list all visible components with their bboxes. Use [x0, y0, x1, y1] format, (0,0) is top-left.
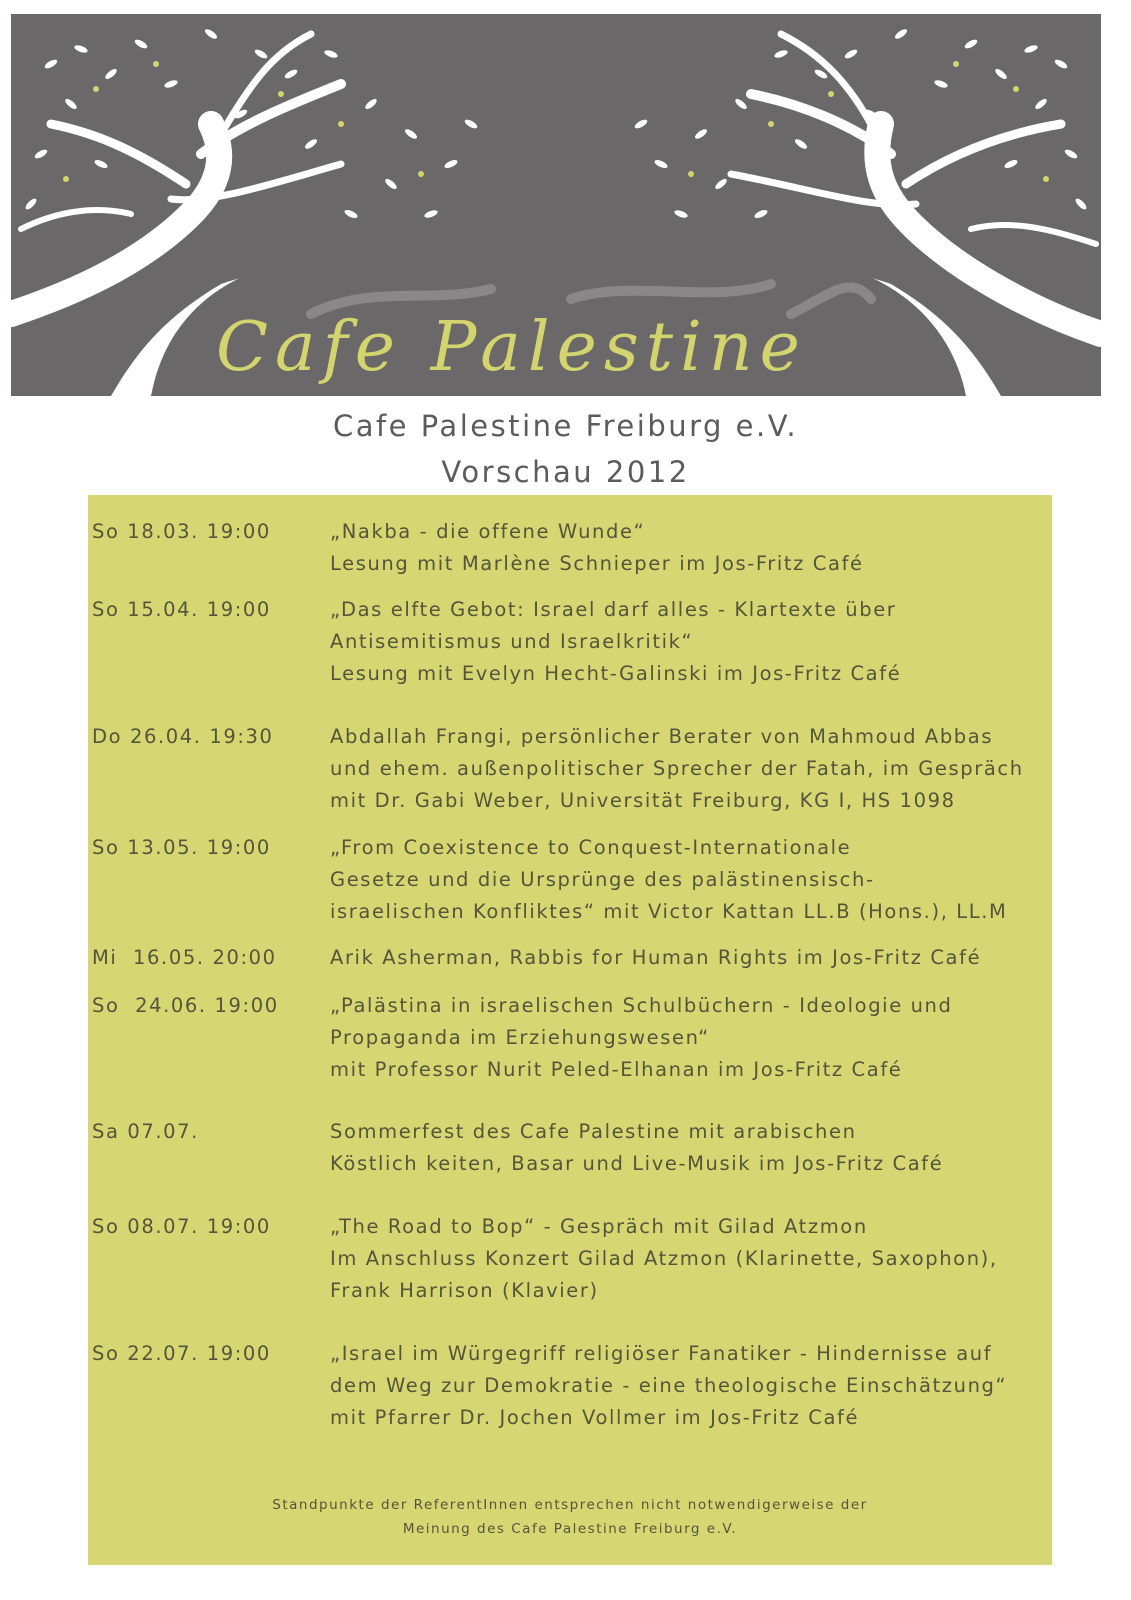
event-description	[330, 721, 1050, 817]
event-line: Lesung mit Marlène Schnieper im Jos-Fritz Café	[330, 552, 864, 575]
event-description	[330, 942, 1050, 974]
event-line: Propaganda im Erziehungswesen“	[330, 1026, 710, 1049]
event-line: mit Professor Nurit Peled-Elhanan im Jos-Fritz Café	[330, 1058, 903, 1081]
event-description	[330, 990, 1050, 1086]
event-line: Arik Asherman, Rabbis for Human Rights im Jos-Fritz Café	[330, 946, 982, 969]
event-date: So 13.05. 19:00	[92, 836, 271, 859]
event-date: Do 26.04. 19:30	[92, 725, 274, 748]
event-description	[330, 516, 1050, 580]
event-line: mit Dr. Gabi Weber, Universität Freiburg, KG I, HS 1098	[330, 789, 956, 812]
event-date: Sa 07.07.	[92, 1120, 199, 1143]
disclaimer-line: Standpunkte der ReferentInnen entsprechen nicht notwendigerweise der	[272, 1497, 868, 1513]
event-line: Gesetze und die Ursprünge des palästinensisch-	[330, 868, 875, 891]
event-line: Frank Harrison (Klavier)	[330, 1279, 599, 1302]
disclaimer	[88, 1493, 1052, 1541]
event-date: So 22.07. 19:00	[92, 1342, 271, 1365]
event-date: So 15.04. 19:00	[92, 598, 271, 621]
event-line: Köstlich keiten, Basar und Live-Musik im Jos-Fritz Café	[330, 1152, 944, 1175]
event-description	[330, 1116, 1050, 1180]
event-line: dem Weg zur Demokratie - eine theologische Einschätzung“	[330, 1374, 1008, 1397]
event-description	[330, 594, 1050, 690]
events-panel	[88, 495, 1052, 1565]
event-line: Abdallah Frangi, persönlicher Berater von Mahmoud Abbas	[330, 725, 994, 748]
event-date: So 24.06. 19:00	[92, 994, 279, 1017]
event-line: „Israel im Würgegriff religiöser Fanatiker - Hindernisse auf	[330, 1342, 993, 1365]
event-line: Antisemitismus und Israelkritik“	[330, 630, 694, 653]
event-line: israelischen Konfliktes“ mit Victor Kattan LL.B (Hons.), LL.M	[330, 900, 1008, 923]
page-subtitle: Vorschau 2012	[441, 455, 690, 489]
event-date: So 08.07. 19:00	[92, 1215, 271, 1238]
banner-logo-text: Cafe Palestine	[216, 308, 807, 387]
page-title: Cafe Palestine Freiburg e.V.	[332, 409, 799, 443]
event-line: mit Pfarrer Dr. Jochen Vollmer im Jos-Fritz Café	[330, 1406, 860, 1429]
event-line: Sommerfest des Cafe Palestine mit arabischen	[330, 1120, 857, 1143]
event-description	[330, 1211, 1050, 1307]
event-line: „From Coexistence to Conquest-Internationale	[330, 836, 852, 859]
event-line: „The Road to Bop“ - Gespräch mit Gilad Atzmon	[330, 1215, 868, 1238]
event-line: „Palästina in israelischen Schulbüchern - Ideologie und	[330, 994, 953, 1017]
event-date: So 18.03. 19:00	[92, 520, 271, 543]
disclaimer-line: Meinung des Cafe Palestine Freiburg e.V.	[402, 1521, 738, 1537]
event-description	[330, 1338, 1050, 1434]
event-description	[330, 832, 1050, 928]
event-line: Lesung mit Evelyn Hecht-Galinski im Jos-Fritz Café	[330, 662, 902, 685]
banner	[11, 14, 1101, 396]
event-line: und ehem. außenpolitischer Sprecher der Fatah, im Gespräch	[330, 757, 1024, 780]
event-date: Mi 16.05. 20:00	[92, 946, 277, 969]
event-line: Im Anschluss Konzert Gilad Atzmon (Klarinette, Saxophon),	[330, 1247, 998, 1270]
page-header	[0, 403, 1131, 495]
event-line: „Das elfte Gebot: Israel darf alles - Klartexte über	[330, 598, 897, 621]
event-line: „Nakba - die offene Wunde“	[330, 520, 646, 543]
